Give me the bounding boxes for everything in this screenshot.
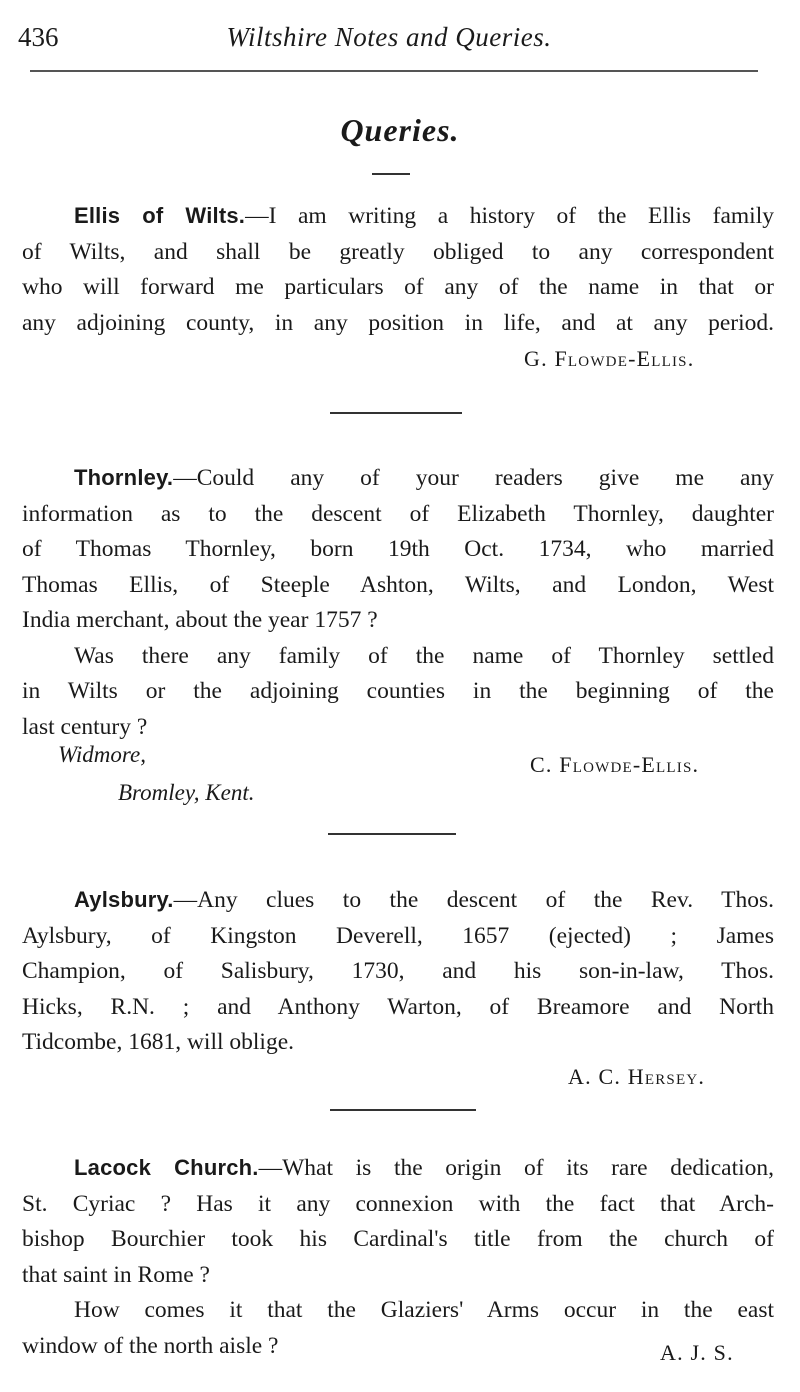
query-line: of Wilts, and shall be greatly obliged to any correspondent [22, 238, 774, 265]
query-line: Lacock Church.—What is the origin of its rare dedication, [74, 1155, 775, 1181]
query-line: window of the north aisle ? [22, 1332, 279, 1359]
query-line: India merchant, about the year 1757 ? [22, 607, 378, 633]
query-line: Aylsbury, of Kingston Deverell, 1657 (ejected) ; James [22, 922, 774, 949]
query-line: who will forward me particulars of any of the name in that or [22, 274, 774, 300]
query-line: Thomas Ellis, of Steeple Ashton, Wilts, and London, West [22, 571, 774, 598]
query-line: How comes it that the Glaziers' Arms occur in the east [74, 1297, 774, 1323]
query-heading: Thornley. [74, 465, 174, 490]
query-line: in Wilts or the adjoining counties in the beginning of the [22, 678, 774, 704]
query-line: Ellis of Wilts.—I am writing a history of the Ellis family [74, 203, 774, 229]
query-line: Hicks, R.N. ; and Anthony Warton, of Breamore and North [22, 993, 774, 1020]
query-line: Thornley.—Could any of your readers give me any [74, 465, 774, 491]
query-line: Was there any family of the name of Thornley settled [74, 642, 774, 669]
query-line: information as to the descent of Elizabeth Thornley, daughter [22, 500, 774, 527]
query-line: Tidcombe, 1681, will oblige. [22, 1029, 294, 1055]
signature: G. Flowde-Ellis. [524, 346, 695, 371]
query-aylsbury [22, 882, 774, 1061]
query-heading: Lacock Church. [74, 1155, 259, 1180]
query-heading: Ellis of Wilts. [74, 203, 246, 228]
signature: C. Flowde-Ellis. [530, 752, 700, 777]
query-line: Champion, of Salisbury, 1730, and his son-in-law, Thos. [22, 958, 774, 984]
signature: A. C. Hersey. [568, 1064, 706, 1089]
address-line: Widmore, [58, 742, 146, 767]
section-divider [330, 1109, 476, 1111]
query-thornley [22, 460, 774, 745]
section-title: Queries. [340, 112, 460, 148]
query-heading: Aylsbury. [74, 887, 174, 912]
query-line: Aylsbury.—Any clues to the descent of the Rev. Thos. [74, 887, 774, 913]
signature: A. J. S. [660, 1340, 734, 1365]
query-line: of Thomas Thornley, born 19th Oct. 1734, who married [22, 536, 774, 562]
header-rule [30, 70, 758, 72]
title-rule [372, 173, 410, 175]
query-lacock-church [22, 1150, 774, 1364]
page-number: 436 [18, 22, 59, 52]
section-divider [330, 412, 462, 414]
running-header [18, 22, 760, 56]
query-line: bishop Bourchier took his Cardinal's title from the church of [22, 1226, 774, 1252]
query-line: that saint in Rome ? [22, 1261, 210, 1288]
running-title: Wiltshire Notes and Queries. [226, 22, 552, 52]
address-line: Bromley, Kent. [118, 780, 255, 805]
query-line: last century ? [22, 713, 148, 740]
query-ellis-of-wilts [22, 198, 774, 341]
query-line: St. Cyriac ? Has it any connexion with the fact that Arch- [22, 1190, 774, 1217]
query-line: any adjoining county, in any position in life, and at any period. [22, 309, 774, 336]
section-divider [328, 833, 456, 835]
